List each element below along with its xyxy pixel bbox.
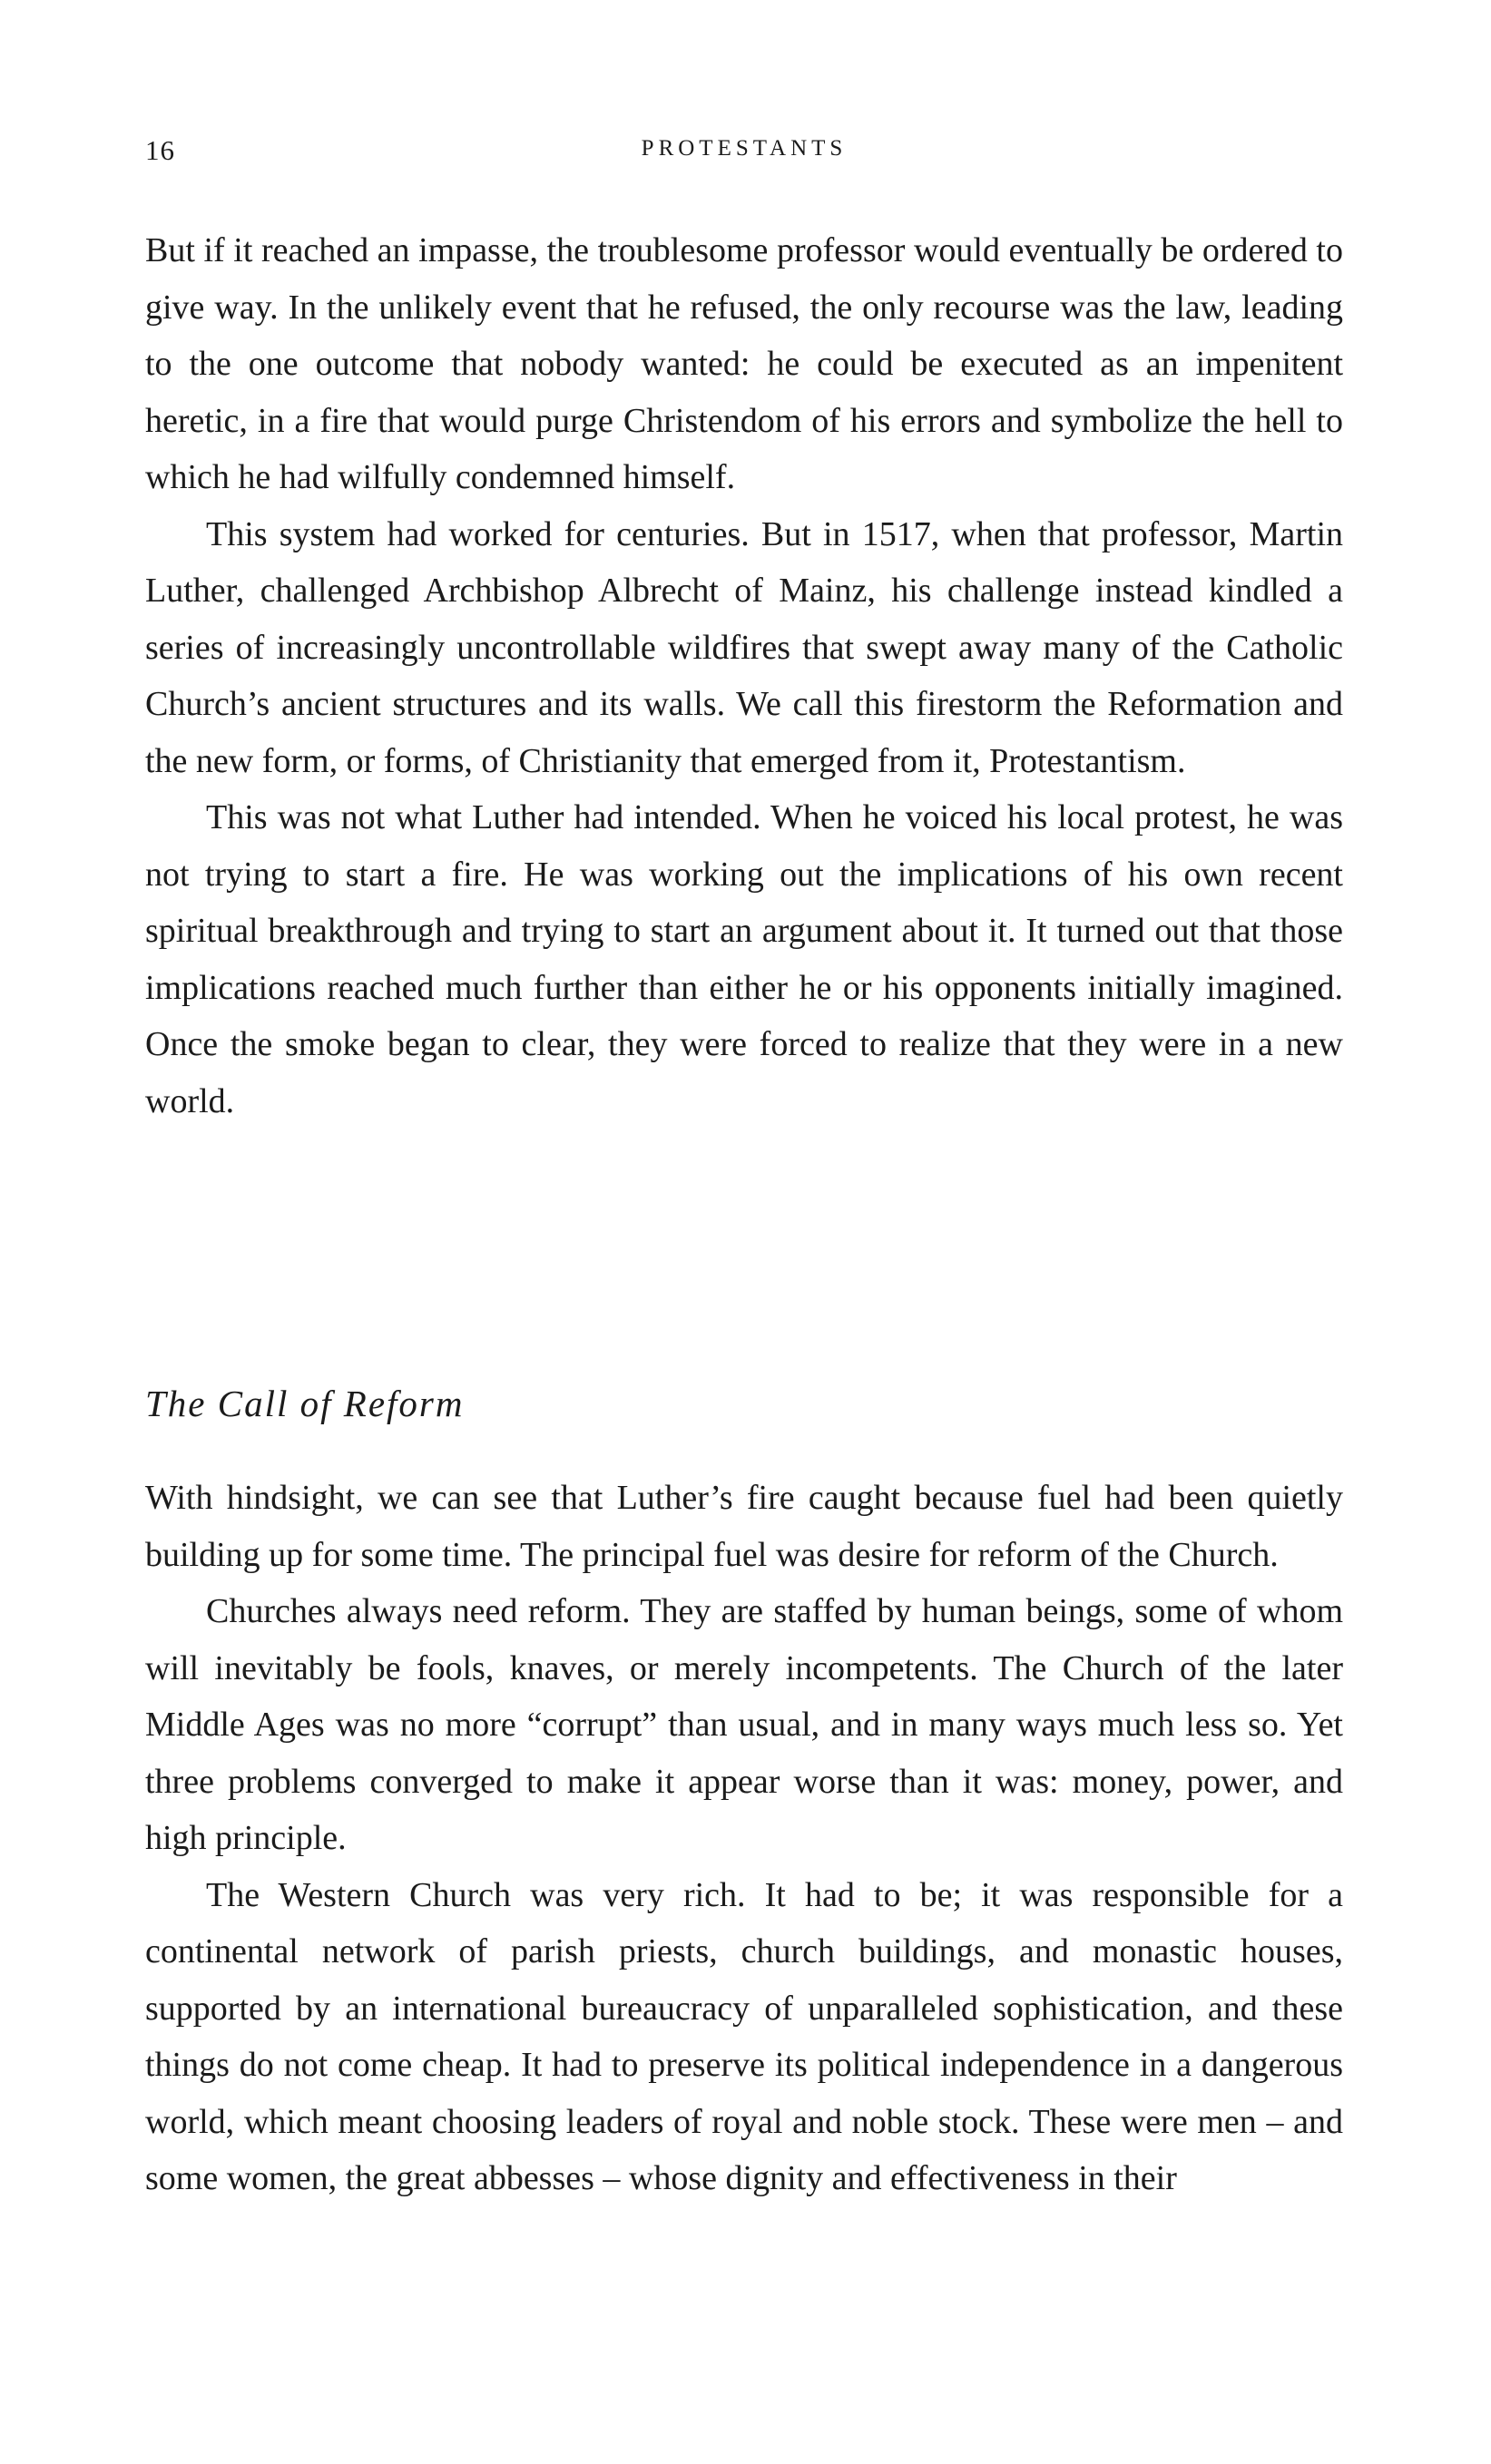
paragraph: But if it reached an impasse, the troublesome professor would eventually be ordered to give way. In the unlikely event that he refused, the only recourse was the law, leading to the one outcome that nobody wanted: he could be executed as an impenitent heretic, in a fire that would purge Christendom of his errors and symbolize the hell to which he had wilfully condemned himself. — [145, 231, 1343, 496]
paragraph: This system had worked for centuries. But in 1517, when that professor, Martin Luther, challenged Archbishop Albrecht of Mainz, his challenge instead kindled a series of increasingly uncontrollable wildfires that swept away many of the Catholic Church’s ancient structures and its walls. We call this firestorm the Reformation and the new form, or forms, of Christianity that emerged from it, Protestantism. — [145, 514, 1343, 780]
paragraph: The Western Church was very rich. It had to be; it was responsible for a continental network of parish priests, church buildings, and monastic houses, supported by an international bureaucracy of unparalleled sophistication, and these things do not come cheap. It had to preserve its political independence in a dangerous world, which meant choosing leaders of royal and noble stock. These were men – and some women, the great abbesses – whose dignity and effectiveness in their — [145, 1875, 1343, 2197]
paragraph: This was not what Luther had intended. When he voiced his local protest, he was not trying to start a fire. He was working out the implications of his own recent spiritual breakthrough and trying to start an argument about it. It turned out that those implications reached much further than either he or his opponents initially imagined. Once the smoke began to clear, they were forced to realize that they were in a new world. — [145, 798, 1343, 1120]
section-heading: The Call of Reform — [145, 1383, 465, 1424]
page-number: 16 — [145, 134, 175, 166]
running-title: PROTESTANTS — [641, 136, 848, 161]
paragraph: With hindsight, we can see that Luther’s fire caught because fuel had been quietly building up for some time. The principal fuel was desire for reform of the Church. — [145, 1479, 1343, 1574]
body-text-after-heading — [145, 1470, 1343, 2207]
body-text-before-heading — [145, 222, 1343, 1129]
running-head — [145, 134, 1343, 171]
paragraph: Churches always need reform. They are staffed by human beings, some of whom will inevitably be fools, knaves, or merely incompetents. The Church of the later Middle Ages was no more “corrupt” than usual, and in many ways much less so. Yet three problems converged to make it appear worse than it was: money, power, and high principle. — [145, 1592, 1343, 1857]
